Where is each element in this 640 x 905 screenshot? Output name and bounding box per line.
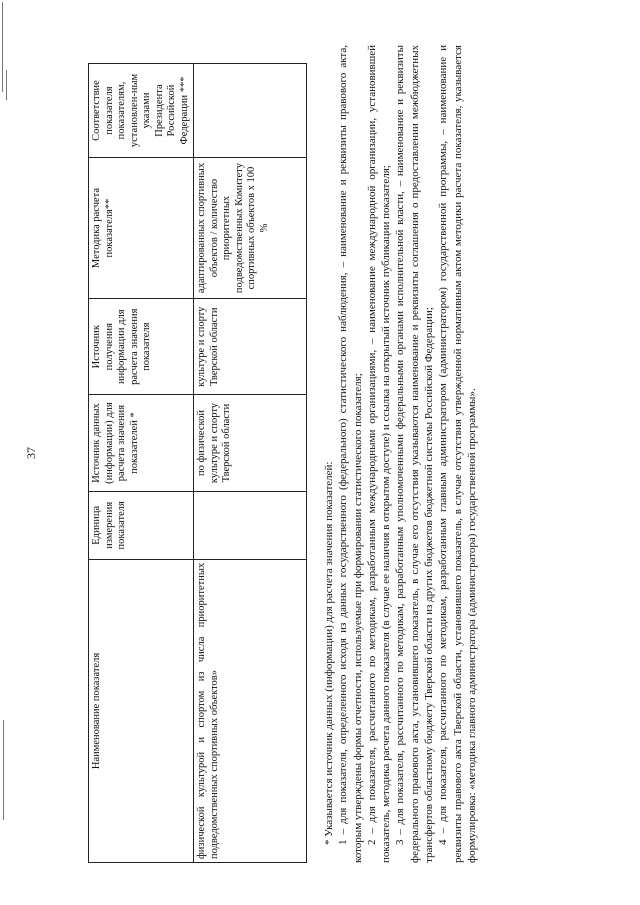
header-cell: Источник получения информации для расчета значения показателя — [89, 299, 194, 395]
table-cell: адаптированных спортивных объектов / количество приоритетных подведомственных Комитету спортивных объектов х 100 % — [194, 158, 307, 299]
page-number: 37 — [24, 447, 38, 459]
table-cell: по физической культуре и спорту Тверской области — [194, 395, 307, 491]
table-cell: физической культурой и спортом из числа приоритетных подведомственных спортивных объектов» — [194, 559, 307, 862]
table-cell: культуре и спорту Тверской области — [194, 299, 307, 395]
header-cell: Методика расчета показателя** — [89, 158, 194, 299]
table-cell — [194, 491, 307, 559]
footnote-item: 1 – для показателя, определенного исходя из данных государственного (федерального) статистического наблюдения, – наименование и реквизиты правового акта, которым утверждены формы отчетности, используемые при формировании статистического показателя; — [337, 45, 364, 863]
header-cell: Источник данных (информации) для расчета значения показателей * — [89, 395, 194, 491]
footnotes — [322, 45, 479, 863]
footnote-item: 3 – для показателя, рассчитанного по методикам, разработанным уполномоченными федеральными органами исполнительной власти, – наименование и реквизиты федерального правового акта, установившего показатель, в случае его отсутствия указываются наименование и реквизиты соглашения о предоставлении межбюджетных трансфертов областному бюджету Тверской области из других бюджетов бюджетной системы Российской Федерации; — [394, 45, 436, 863]
table-row — [194, 64, 307, 863]
table-cell — [194, 64, 307, 158]
footnote-item: 4 – для показателя, рассчитанного по методикам, разработанным главным администратором (администратором) государственной программы, – наименование и реквизиты правового акта Тверской области, установившего показатель, в случае отсутствия утвержденной нормативным актом методики расчета показателя, указывается формулировка: «методика главного администратора (администратора) государственной программы». — [437, 45, 478, 863]
footnote-title: * Указывается источник данных (информации) для расчета значения показателей: — [323, 461, 335, 845]
header-cell: Наименование показателя — [89, 559, 194, 862]
header-cell: Соответствие показателя показателям, установлен-ным указами Президента Российской Федерации *** — [89, 64, 194, 158]
footnote-item: 2 – для показателя, рассчитанного по методикам, разработанным международными организациями, – наименование международной организации, установившей показатель, методика расчета данного показателя (в случае ее наличия в открытом доступе) и ссылка на открытый источник публикации показателя; — [365, 45, 393, 863]
indicators-table — [88, 63, 307, 863]
header-cell: Единица измерения показателя — [89, 491, 194, 559]
table-header-row — [89, 64, 194, 863]
